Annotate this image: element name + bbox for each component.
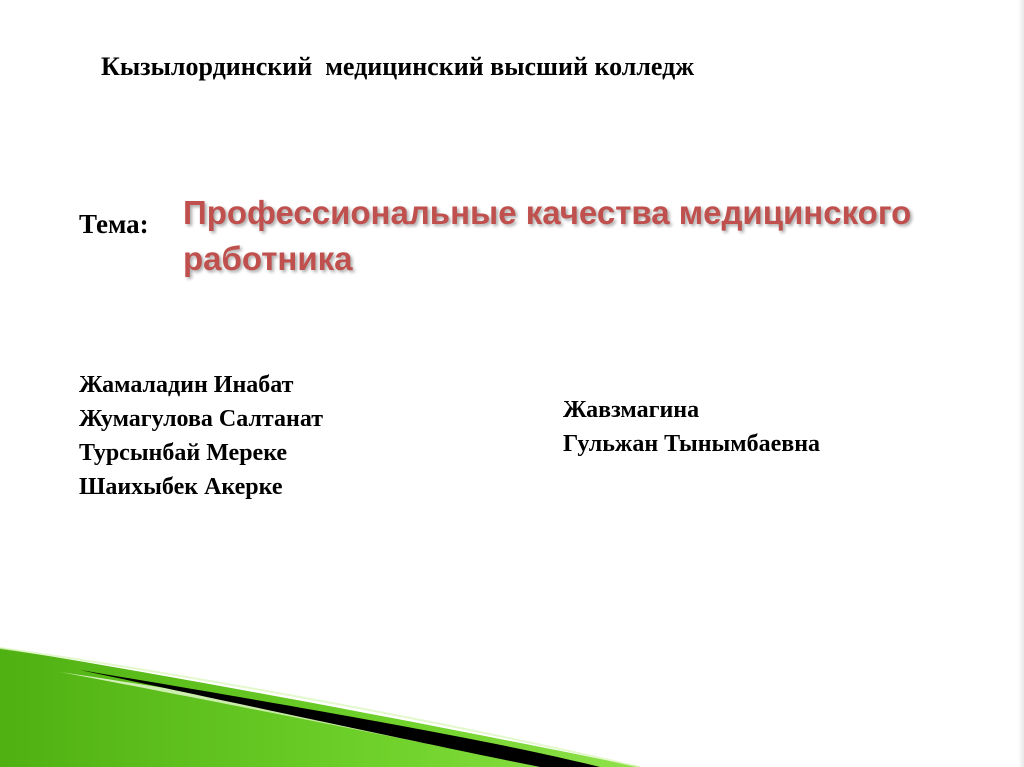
supervisor-name-line: Жавзмагина xyxy=(563,397,700,423)
green-swoosh-shape xyxy=(0,648,640,767)
author-name: Жамаладин Инабат xyxy=(79,372,294,398)
supervisor-name-line: Гульжан Тынымбаевна xyxy=(563,431,821,457)
topic-label: Тема: xyxy=(79,209,149,239)
college-name: Кызылординский медицинский высший колледж xyxy=(101,52,695,81)
author-name: Шаихыбек Акерке xyxy=(79,474,283,500)
author-name: Турсынбай Мереке xyxy=(79,440,288,466)
topic-title-line: работника xyxy=(183,240,353,277)
topic-title-line: Профессиональные качества медицинского xyxy=(183,194,912,231)
author-name: Жумагулова Салтанат xyxy=(79,406,323,432)
